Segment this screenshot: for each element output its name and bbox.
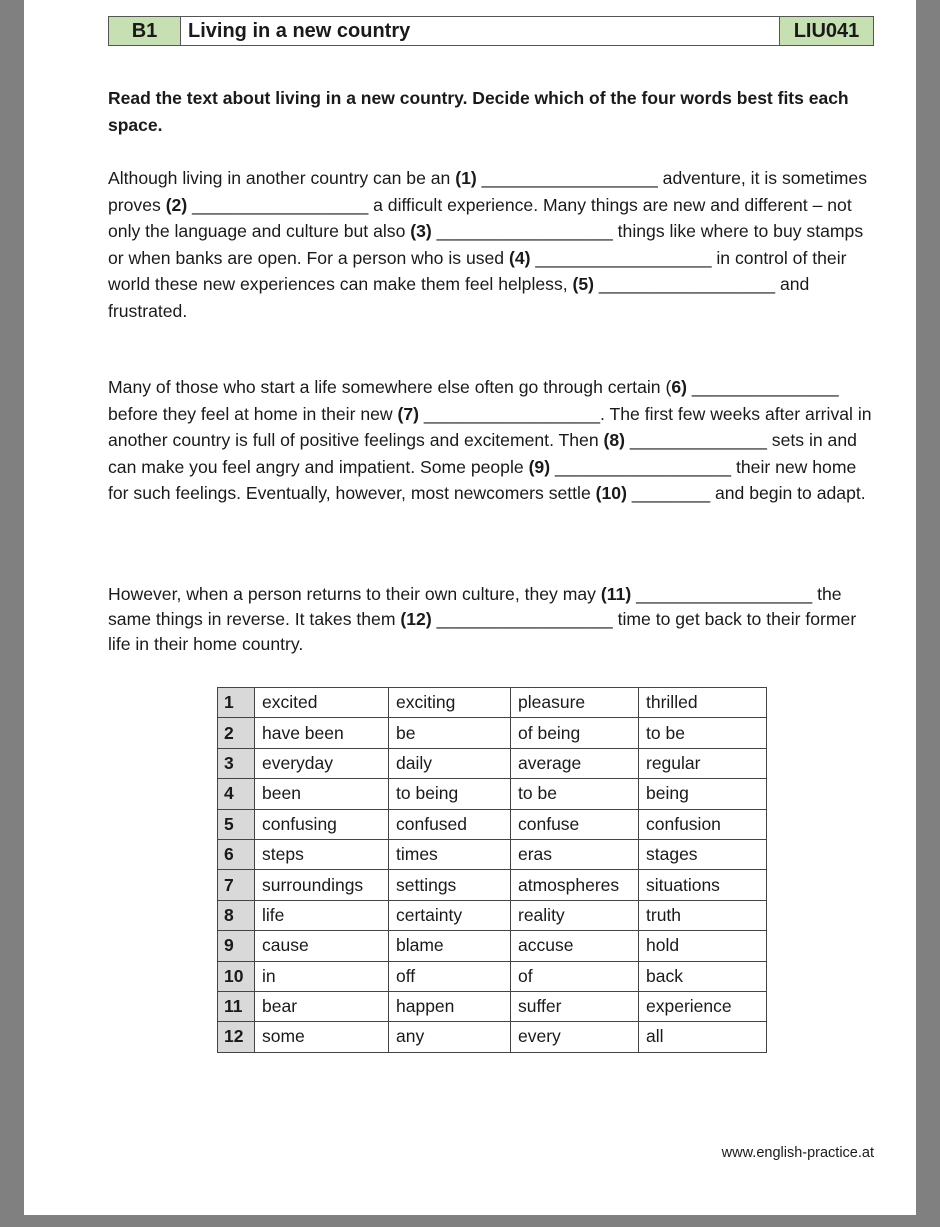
option-number: 12 [218,1022,255,1052]
option-choice: to be [639,718,767,748]
options-row [218,718,767,748]
gap-number: (2) [165,194,188,215]
gap-number: (7) [397,403,420,424]
option-choice: been [255,779,389,809]
level-label: B1 [109,17,181,45]
gap-number: (11) [600,584,632,604]
option-choice: surroundings [255,870,389,900]
option-choice: certainty [389,900,511,930]
paragraph-1 [108,165,878,325]
option-choice: steps [255,839,389,869]
paragraph-text: ________ and begin to adapt. [626,483,866,504]
option-choice: every [511,1022,639,1052]
gap-number: (12) [400,609,432,629]
option-choice: everyday [255,748,389,778]
paragraph-2 [108,374,878,507]
paragraph-text: __________________ adventure, it is sometimes proves [108,168,868,215]
instructions-text: Read the text about living in a new country. Decide which of the four words best fits each space. [108,88,849,135]
paragraph-3 [108,582,878,657]
paragraph-text: _______________ before they feel at home in their new [108,377,839,424]
option-choice: back [639,961,767,991]
option-choice: experience [639,991,767,1021]
options-row [218,779,767,809]
paragraph-text: __________________ their new home for such feelings. Eventually, however, most newcomers settle [108,456,857,504]
option-number: 1 [218,688,255,718]
worksheet-header [108,16,874,46]
gap-number: (1) [455,168,477,188]
option-choice: confusion [639,809,767,839]
option-choice: all [639,1022,767,1052]
option-number: 5 [218,809,255,839]
paragraph-text: __________________ the same things in reverse. It takes them [108,584,842,629]
paragraph-text: __________________ a difficult experience. Many things are new and different – not only the language and culture but also [108,194,852,242]
option-choice: some [255,1022,389,1052]
gap-number: (8) [603,430,626,451]
option-choice: daily [389,748,511,778]
option-number: 8 [218,900,255,930]
options-row [218,931,767,961]
options-row [218,688,767,718]
option-choice: stages [639,839,767,869]
option-number: 11 [218,991,255,1021]
gap-number: (9) [528,456,551,477]
option-choice: accuse [511,931,639,961]
option-choice: off [389,961,511,991]
gap-number: (5) [572,274,595,295]
option-choice: confuse [511,809,639,839]
option-number: 2 [218,718,255,748]
option-number: 4 [218,779,255,809]
option-choice: to be [511,779,639,809]
option-choice: cause [255,931,389,961]
options-row [218,748,767,778]
option-choice: reality [511,900,639,930]
paragraph-text: __________________. The first few weeks after arrival in another country is full of positive feelings and excitement. Then [108,403,872,451]
option-choice: confused [389,809,511,839]
worksheet-code: LIU041 [779,17,873,45]
option-choice: suffer [511,991,639,1021]
options-row [218,961,767,991]
option-choice: be [389,718,511,748]
option-choice: hold [639,931,767,961]
options-table [217,687,767,1053]
footer-url: www.english-practice.at [721,1145,874,1161]
option-choice: pleasure [511,688,639,718]
gap-number: 6) [671,377,687,397]
options-row [218,839,767,869]
worksheet-title: Living in a new country [188,19,411,42]
options-row [218,809,767,839]
option-number: 3 [218,748,255,778]
option-choice: in [255,961,389,991]
option-choice: times [389,839,511,869]
option-choice: have been [255,718,389,748]
option-choice: average [511,748,639,778]
option-choice: blame [389,931,511,961]
options-row [218,870,767,900]
option-choice: any [389,1022,511,1052]
option-choice: thrilled [639,688,767,718]
gap-number: (3) [410,221,432,242]
option-choice: happen [389,991,511,1021]
option-number: 6 [218,839,255,869]
paragraph-text: __________________ in control of their world these new experiences can make them feel helpless, [108,247,847,295]
option-choice: exciting [389,688,511,718]
gap-number: (4) [508,247,531,268]
option-choice: of being [511,718,639,748]
option-choice: confusing [255,809,389,839]
option-choice: atmospheres [511,870,639,900]
gap-number: (10) [595,483,627,504]
option-choice: truth [639,900,767,930]
option-choice: settings [389,870,511,900]
option-choice: bear [255,991,389,1021]
paragraph-text: __________________ time to get back to their former life in their home country. [108,609,857,654]
options-row [218,1022,767,1052]
worksheet-page [24,0,916,1215]
option-number: 10 [218,961,255,991]
paragraph-text: __________________ and frustrated. [108,274,810,321]
paragraph-text: Although living in another country can be an [108,168,456,188]
option-choice: excited [255,688,389,718]
option-choice: to being [389,779,511,809]
paragraph-text: __________________ things like where to buy stamps or when banks are open. For a person who is used [108,221,864,268]
option-number: 7 [218,870,255,900]
option-choice: life [255,900,389,930]
option-choice: situations [639,870,767,900]
paragraph-text: Many of those who start a life somewhere else often go through certain ( [108,377,672,397]
paragraph-text: ______________ sets in and can make you feel angry and impatient. Some people [108,430,857,477]
option-choice: eras [511,839,639,869]
options-row [218,900,767,930]
paragraph-text: However, when a person returns to their own culture, they may [108,584,601,604]
option-choice: of [511,961,639,991]
option-choice: regular [639,748,767,778]
option-number: 9 [218,931,255,961]
options-row [218,991,767,1021]
option-choice: being [639,779,767,809]
